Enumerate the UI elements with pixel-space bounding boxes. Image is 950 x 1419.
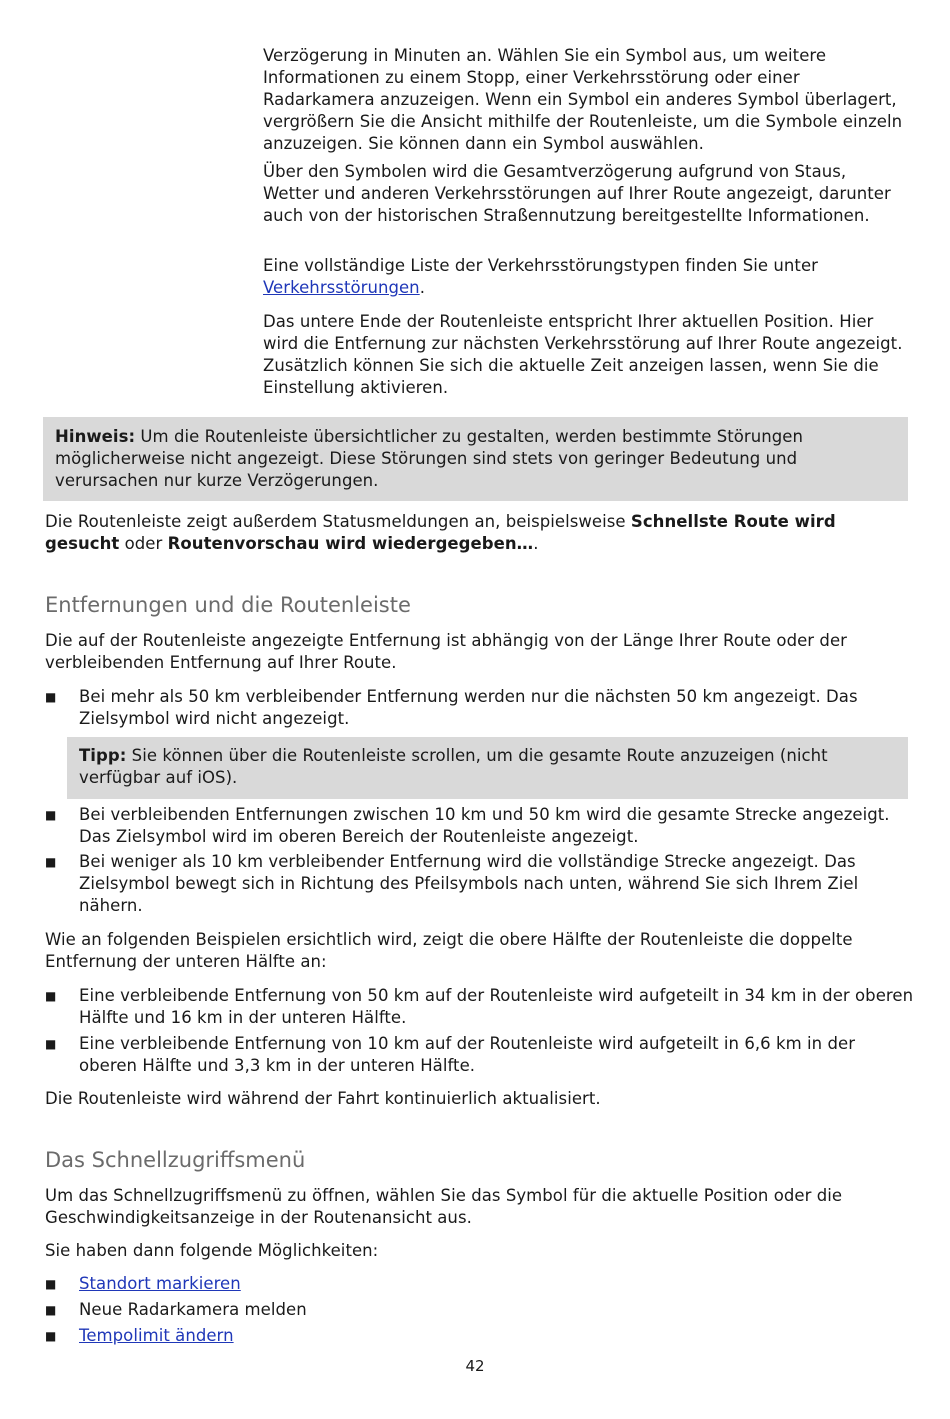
bullet-text: Neue Radarkamera melden xyxy=(79,1300,307,1319)
section1-intro: Die auf der Routenleiste angezeigte Entfernung ist abhängig von der Länge Ihrer Route oder der verbleibenden Entfernung auf Ihrer Route. xyxy=(45,631,847,672)
hinweis-label: Hinweis: xyxy=(55,427,136,446)
page-number: 42 xyxy=(465,1357,485,1375)
example-intro: Wie an folgenden Beispielen ersichtlich wird, zeigt die obere Hälfte der Routenleiste die doppelte Entfernung der unteren Hälfte an: xyxy=(45,930,853,971)
bullet-marker: ■ xyxy=(45,1303,57,1317)
hinweis-body: Um die Routenleiste übersichtlicher zu gestalten, werden bestimmte Störungen möglicherweise nicht angezeigt. Diese Störungen sind stets von geringer Bedeutung und verursachen nur kurze Verzögerungen. xyxy=(55,427,804,490)
list-item xyxy=(45,985,915,1029)
section2-options-intro: Sie haben dann folgende Möglichkeiten: xyxy=(45,1241,379,1260)
list-item xyxy=(45,804,915,848)
list-item xyxy=(45,851,915,917)
bullet-text xyxy=(79,1273,915,1295)
intro-paragraph-2: Über den Symbolen wird die Gesamtverzögerung aufgrund von Staus, Wetter und anderen Verkehrsstörungen auf Ihrer Route angezeigt, darunter auch von der historischen Straßennutzung bereitgestellte Informationen. xyxy=(263,162,891,225)
bullet-marker: ■ xyxy=(45,808,57,822)
intro-paragraph-3-text: Eine vollständige Liste der Verkehrsstörungstypen finden Sie unter xyxy=(263,256,818,275)
status-text-after: . xyxy=(533,534,539,553)
list-item xyxy=(45,1299,915,1321)
bullet-marker: ■ xyxy=(45,690,57,704)
tipp-label: Tipp: xyxy=(79,746,127,765)
tipp-box xyxy=(67,737,908,799)
list-item xyxy=(45,1033,915,1077)
section-heading-entfernungen: Entfernungen und die Routenleiste xyxy=(45,593,411,617)
status-text-middle: oder xyxy=(119,534,168,553)
section1-closing: Die Routenleiste wird während der Fahrt kontinuierlich aktualisiert. xyxy=(45,1089,601,1108)
status-text-before: Die Routenleiste zeigt außerdem Statusmeldungen an, beispielsweise xyxy=(45,512,631,531)
link-tempolimit-aendern[interactable]: Tempolimit ändern xyxy=(79,1326,234,1345)
hinweis-text xyxy=(55,426,855,492)
status-bold-fastest: Schnellste Route wird gesucht xyxy=(45,512,836,553)
tipp-body: Sie können über die Routenleiste scrollen, um die gesamte Route anzuzeigen (nicht verfügbar auf iOS). xyxy=(79,746,828,787)
intro-paragraph-3-end: . xyxy=(419,278,425,297)
bullet-marker: ■ xyxy=(45,1037,57,1051)
bullet-text: Bei mehr als 50 km verbleibender Entfernung werden nur die nächsten 50 km angezeigt. Das Zielsymbol wird nicht angezeigt. xyxy=(79,687,858,728)
bullet-text xyxy=(79,1325,915,1347)
status-paragraph xyxy=(45,511,910,555)
bullet-text: Bei weniger als 10 km verbleibender Entfernung wird die vollständige Strecke angezeigt. Das Zielsymbol bewegt sich in Richtung des Pfeilsymbols nach unten, während Sie sich Ihrem Ziel nähern. xyxy=(79,852,859,915)
list-item xyxy=(45,1273,915,1295)
hinweis-box xyxy=(43,417,908,501)
bullet-marker: ■ xyxy=(45,1329,57,1343)
bullet-text: Eine verbleibende Entfernung von 50 km auf der Routenleiste wird aufgeteilt in 34 km in der oberen Hälfte und 16 km in der unteren Hälfte. xyxy=(79,986,914,1027)
bullet-marker: ■ xyxy=(45,989,57,1003)
bullet-marker: ■ xyxy=(45,855,57,869)
intro-paragraph-4: Das untere Ende der Routenleiste entspricht Ihrer aktuellen Position. Hier wird die Entfernung zur nächsten Verkehrsstörung auf Ihrer Route angezeigt. Zusätzlich können Sie sich die aktuelle Zeit anzeigen lassen, wenn Sie die Einstellung aktivieren. xyxy=(263,312,903,397)
link-verkehrsstoerungen[interactable]: Verkehrsstörungen xyxy=(263,278,420,297)
link-standort-markieren[interactable]: Standort markieren xyxy=(79,1274,241,1293)
section2-intro: Um das Schnellzugriffsmenü zu öffnen, wählen Sie das Symbol für die aktuelle Position oder die Geschwindigkeitsanzeige in der Routenansicht aus. xyxy=(45,1186,843,1227)
tipp-text xyxy=(79,745,879,789)
section-heading-schnellzugriffsmenue: Das Schnellzugriffsmenü xyxy=(45,1148,306,1172)
bullet-text: Bei verbleibenden Entfernungen zwischen 10 km und 50 km wird die gesamte Strecke angezeigt. Das Zielsymbol wird im oberen Bereich der Routenleiste angezeigt. xyxy=(79,805,890,846)
list-item xyxy=(45,686,915,730)
list-item xyxy=(45,1325,915,1347)
bullet-text: Eine verbleibende Entfernung von 10 km auf der Routenleiste wird aufgeteilt in 6,6 km in der oberen Hälfte und 3,3 km in der unteren Hälfte. xyxy=(79,1034,856,1075)
intro-paragraph-1: Verzögerung in Minuten an. Wählen Sie ein Symbol aus, um weitere Informationen zu einem Stopp, einer Verkehrsstörung oder einer Radarkamera anzuzeigen. Wenn ein Symbol ein anderes Symbol überlagert, vergrößern Sie die Ansicht mithilfe der Routenleiste, um die Symbole einzeln anzuzeigen. Sie können dann ein Symbol auswählen. xyxy=(263,46,903,153)
intro-paragraph-3 xyxy=(263,255,903,299)
status-bold-preview: Routenvorschau wird wiedergegeben… xyxy=(167,534,534,553)
bullet-marker: ■ xyxy=(45,1277,57,1291)
